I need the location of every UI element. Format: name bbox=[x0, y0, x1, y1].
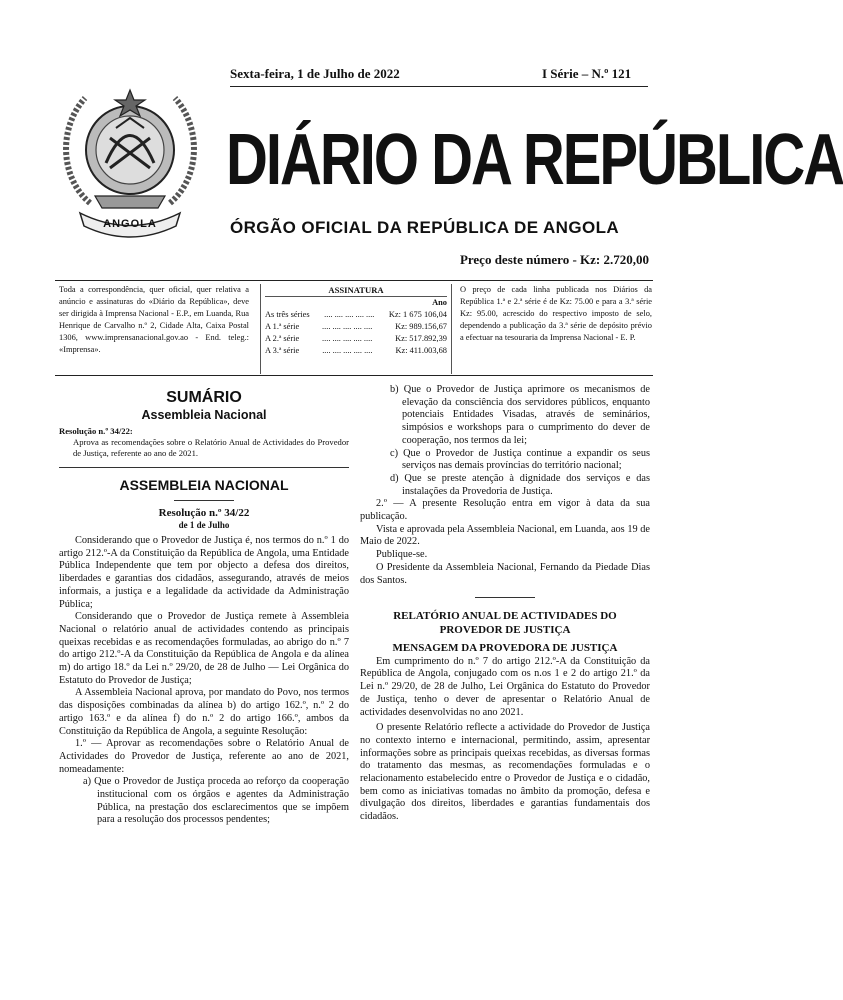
info-box bbox=[55, 280, 653, 376]
paragraph: Considerando que o Provedor de Justiça remete à Assembleia Nacional o relatório anual de actividades contendo as principais queixas recebidas e as recomendações formuladas, ao abrigo do n.º 7 do artigo 212.º-A da Constituição da República de Angola e da alínea m) do artigo 18.º da Lei n.º 29/20, de 28 de Julho — Lei Orgânica do Estatuto do Provedor de Justiça; bbox=[59, 611, 349, 686]
issue-price: Preço deste número - Kz: 2.720,00 bbox=[459, 252, 649, 267]
coat-of-arms-icon bbox=[50, 68, 210, 238]
list-item: d) Que se preste atenção à dignidade dos serviços e das instalações da Provedoria de Justiça. bbox=[390, 472, 650, 497]
subscription-row-label: As três séries bbox=[265, 310, 310, 320]
left-column bbox=[59, 384, 349, 827]
subscription-year-label: Ano bbox=[432, 298, 447, 308]
sumario-resolution-ref: Resolução n.º 34/22: bbox=[59, 426, 133, 436]
subscription-row-value: Kz: 411.003,68 bbox=[395, 346, 447, 356]
header-divider bbox=[230, 86, 648, 87]
resolution-date: de 1 de Julho bbox=[178, 520, 230, 530]
paragraph: A Assembleia Nacional aprova, por mandato do Povo, nos termos das disposições combinadas da alínea b) do artigo 162.º, n.º 2 do artigo 163.º e da alínea f) do n.º 2 do artigo 166.º, ambos da Constituição da República de Angola, a seguinte Resolução: bbox=[59, 687, 349, 737]
subscription-table bbox=[260, 284, 452, 374]
issue-series: I Série – N.º 121 bbox=[542, 66, 632, 81]
subscription-row-dots: .... .... .... .... .... bbox=[322, 322, 373, 332]
subscription-row-dots: .... .... .... .... .... bbox=[322, 346, 373, 356]
subscription-title: ASSINATURA bbox=[265, 284, 447, 297]
list-item: c) Que o Provedor de Justiça continue a expandir os seus serviços nas demais províncias do território nacional; bbox=[390, 447, 650, 472]
list-item: a) Que o Provedor de Justiça proceda ao reforço da cooperação institucional com os órgãos e agentes da Administração Pública, na prestação dos esclarecimentos que se impõem para a resolução dos processos pendentes; bbox=[83, 776, 349, 826]
subscription-row-label: A 1.ª série bbox=[265, 322, 300, 332]
paragraph: Vista e aprovada pela Assembleia Nacional, em Luanda, aos 19 de Maio de 2022. bbox=[360, 523, 650, 548]
sumario-resolution-desc: Aprova as recomendações sobre o Relatório Anual de Actividades do Provedor de Justiça, referente ao ano de 2021. bbox=[73, 437, 349, 458]
subscription-row-label: A 3.ª série bbox=[265, 346, 300, 356]
price-notice: O preço de cada linha publicada nos Diários da República 1.ª e 2.ª série é de Kz: 75.00 e para a 3.ª série Kz: 95.00, acrescido do respectivo imposto de selo, dependendo a publicação da 3.ª série de depósito prévio a efectuar na tesouraria da Imprensa Nacional - E. P. bbox=[460, 285, 652, 343]
angola-coat-of-arms bbox=[50, 68, 210, 238]
subscription-row-value: Kz: 1 675 106,04 bbox=[388, 310, 447, 320]
paragraph: 2.º — A presente Resolução entra em vigor à data da sua publicação. bbox=[360, 498, 650, 523]
correspondence-notice: Toda a correspondência, quer oficial, quer relativa a anúncio e assinaturas do «Diário da República», deve ser dirigida à Imprensa Nacional - E.P., em Luanda, Rua Henrique de Carvalho n.º 2, Cidade Alta, Caixa Postal 1306, www.imprensanacional.gov.ao - End. teleg.: «Imprensa». bbox=[59, 285, 249, 355]
sumario-subtitle: Assembleia Nacional bbox=[141, 408, 267, 422]
subscription-row-value: Kz: 989.156,67 bbox=[395, 322, 447, 332]
right-column bbox=[360, 384, 650, 824]
subscription-row-label: A 2.ª série bbox=[265, 334, 300, 344]
report-title: RELATÓRIO ANUAL DE ACTIVIDADES DO PROVEDOR DE JUSTIÇA bbox=[393, 610, 617, 636]
paragraph: Publique-se. bbox=[376, 549, 428, 561]
subscription-row-dots: .... .... .... .... .... bbox=[324, 310, 375, 320]
masthead-subtitle: ÓRGÃO OFICIAL DA REPÚBLICA DE ANGOLA bbox=[230, 218, 620, 237]
subscription-row-value: Kz: 517.892,39 bbox=[395, 334, 447, 344]
subscription-row-dots: .... .... .... .... .... bbox=[322, 334, 373, 344]
subscription-row bbox=[265, 321, 447, 333]
signature-line: O Presidente da Assembleia Nacional, Fernando da Piedade Dias dos Santos. bbox=[360, 561, 650, 586]
section-title: ASSEMBLEIA NACIONAL bbox=[119, 477, 289, 493]
short-divider bbox=[475, 597, 535, 598]
paragraph: 1.º — Aprovar as recomendações sobre o Relatório Anual de Actividades do Provedor de Justiça, referente ao ano de 2021, nomeadamente: bbox=[59, 738, 349, 775]
subscription-row bbox=[265, 333, 447, 345]
list-item: b) Que o Provedor de Justiça aprimore os mecanismos de elevação da consciência dos servidores públicos, enquanto potenciais Entidades Visadas, através de seminários, simpósios e workshops para o cumprimento do dever de cooperação, nos termos da lei; bbox=[390, 384, 650, 446]
message-title: MENSAGEM DA PROVEDORA DE JUSTIÇA bbox=[392, 642, 618, 655]
section-divider bbox=[59, 467, 349, 468]
resolution-title: Resolução n.º 34/22 bbox=[158, 507, 250, 519]
sumario-title: SUMÁRIO bbox=[166, 389, 242, 406]
subscription-row bbox=[265, 345, 447, 357]
subscription-row bbox=[265, 309, 447, 321]
paragraph: Em cumprimento do n.º 7 do artigo 212.º-A da Constituição da República de Angola, conjugado com os n.os 1 e 2 do artigo 21.º da Lei n.º 29/20, de 28 de Julho, Lei Orgânica do Estatuto do Provedor de Justiça, tenho o dever de apresentar o Relatório Anual de actividades desenvolvidas no ano 2021. bbox=[360, 655, 650, 718]
masthead-title: DIÁRIO DA REPÚBLICA bbox=[226, 118, 843, 200]
paragraph: Considerando que o Provedor de Justiça é, nos termos do n.º 1 do artigo 212.º-A da Constituição da República de Angola, uma Entidade Pública Independente que tem por objecto a defesa dos direitos, liberdades e garantias dos cidadãos, assegurando, através de meios informais, a justiça e a legalidade da actividade da Administração Pública; bbox=[59, 535, 349, 610]
emblem-label: ANGOLA bbox=[103, 218, 157, 230]
issue-date: Sexta-feira, 1 de Julho de 2022 bbox=[230, 66, 400, 81]
paragraph: O presente Relatório reflecte a actividade do Provedor de Justiça no contexto interno e internacional, permitindo, assim, apresentar informações sobre as principais queixas recebidas, as diversas formas do tratamento das mesmas, as recomendações formuladas e o relacionamento estabelecido entre o Provedor de Justiça e o cidadão, bem como as iniciativas tomadas no âmbito da promoção, defesa e divulgação dos direitos, liberdades e garantias fundamentais dos cidadãos. bbox=[360, 722, 650, 823]
short-divider bbox=[174, 500, 234, 501]
